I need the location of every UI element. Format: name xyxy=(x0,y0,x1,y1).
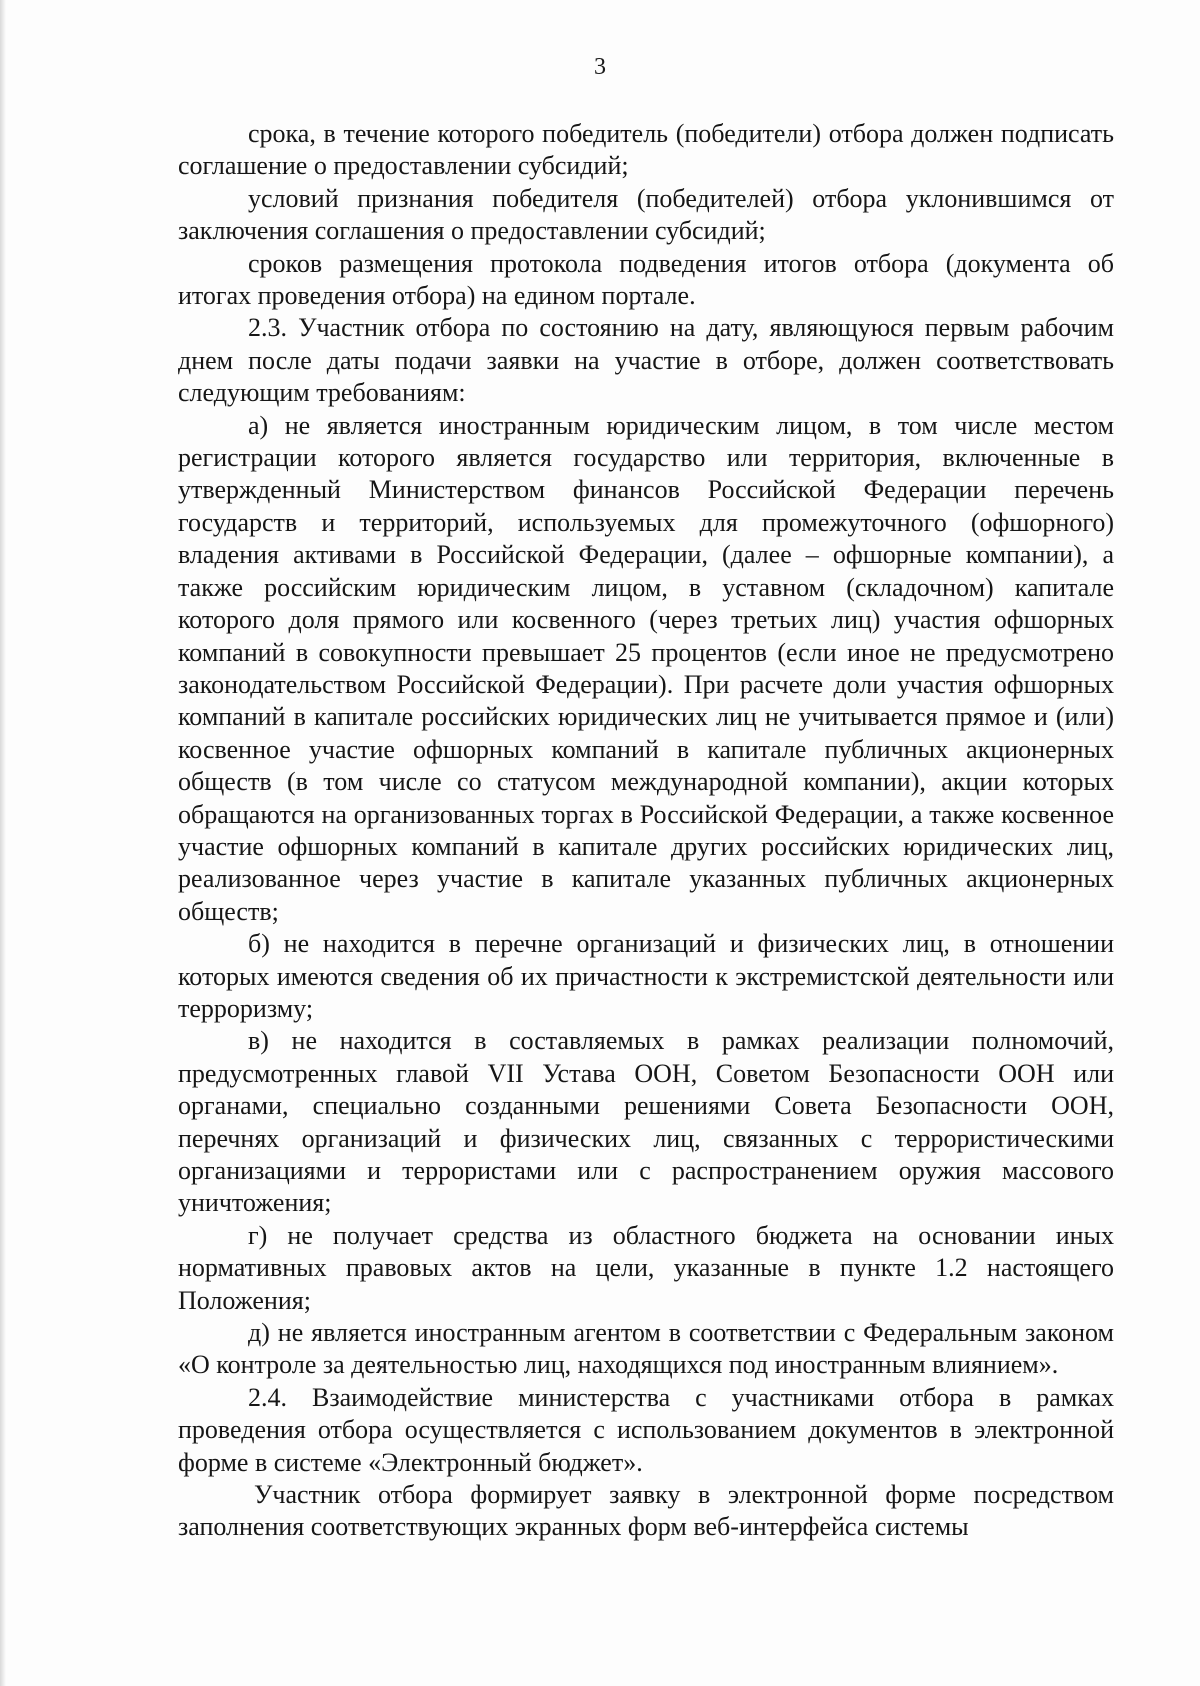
paragraph-deadline-signing: срока, в течение которого победитель (победители) отбора должен подписать соглашение о предоставлении субсидий; xyxy=(178,119,1114,181)
paragraph-item-b: б) не находится в перечне организаций и физических лиц, в отношении которых имеются сведения об их причастности к экстремистской деятельности или терроризму; xyxy=(178,929,1114,1023)
page-number: 3 xyxy=(594,54,606,80)
paragraph-2-4-interaction: 2.4. Взаимодействие министерства с участниками отбора в рамках проведения отбора осуществляется с использованием документов в электронной форме в системе «Электронный бюджет». xyxy=(178,1382,1114,1477)
paragraph-item-g: г) не получает средства из областного бюджета на основании иных нормативных правовых актов на цели, указанные в пункте 1.2 настоящего Положения; xyxy=(178,1220,1114,1315)
paragraph-item-a: а) не является иностранным юридическим лицом, в том числе местом регистрации которого является государство или территория, включенные в утвержденный Министерством финансов Российской Федерации перечень государств и территорий, используемых для промежуточного (офшорного) владения активами в Российской Федерации, (далее – офшорные компании), а также российским юридическим лицом, в уставном (складочном) капитале которого доля прямого или косвенного (через третьих лиц) участия офшорных компаний в совокупности превышает 25 процентов (если иное не предусмотрено законодательством Российской Федерации). При расчете доли участия офшорных компаний в капитале российских юридических лиц не учитывается прямое и (или) косвенное участие офшорных компаний в капитале публичных акционерных обществ (в том числе со статусом международной компании), акции которых обращаются на организованных торгах в Российской Федерации, а также косвенное участие офшорных компаний в капитале других российских юридических лиц, реализованное через участие в капитале указанных публичных акционерных обществ; xyxy=(178,410,1114,926)
document-body xyxy=(178,118,1114,1544)
paragraph-protocol-deadlines: сроков размещения протокола подведения итогов отбора (документа об итогах проведения отбора) на едином портале. xyxy=(178,248,1114,311)
paragraph-item-v: в) не находится в составляемых в рамках реализации полномочий, предусмотренных главой VII Устава ООН, Советом Безопасности ООН или органами, специально созданными решениями Совета Безопасности ООН, перечнях организаций и физических лиц, связанных с террористическими организациями и террористами или с распространением оружия массового уничтожения; xyxy=(178,1026,1114,1218)
paragraph-application-forming: Участник отбора формирует заявку в электронной форме посредством заполнения соответствующих экранных форм веб-интерфейса системы xyxy=(178,1480,1114,1542)
scan-edge xyxy=(0,0,6,1686)
paragraph-evasion-conditions: условий признания победителя (победителей) отбора уклонившимся от заключения соглашения о предоставлении субсидий; xyxy=(178,183,1114,246)
paragraph-2-3-requirements: 2.3. Участник отбора по состоянию на дату, являющуюся первым рабочим днем после даты подачи заявки на участие в отборе, должен соответствовать следующим требованиям: xyxy=(178,313,1114,408)
paragraph-item-d: д) не является иностранным агентом в соответствии с Федеральным законом «О контроле за деятельностью лиц, находящихся под иностранным влиянием». xyxy=(178,1318,1114,1380)
